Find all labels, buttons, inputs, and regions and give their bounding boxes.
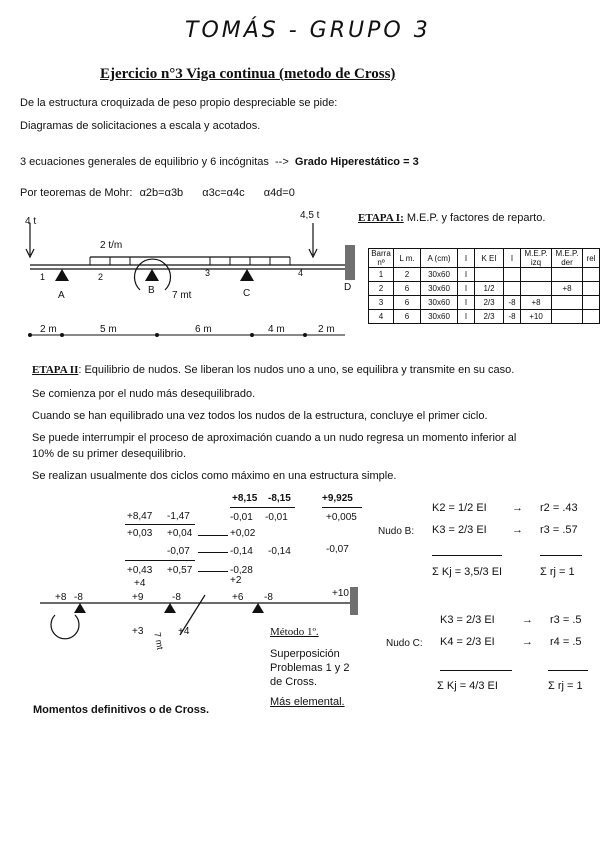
cell bbox=[583, 310, 600, 324]
cell bbox=[521, 268, 552, 282]
etapa2-line-4: Se puede interrumpir el proceso de aproximación cuando a un nudo regresa un momento inferior al bbox=[32, 432, 517, 444]
support-label-d: D bbox=[344, 282, 352, 293]
equations-text bbox=[20, 156, 419, 168]
b-r1-2: +0,04 bbox=[167, 528, 193, 539]
mohr-eq3: α4d=0 bbox=[263, 187, 295, 199]
cell bbox=[583, 268, 600, 282]
col-mep-izq: M.E.P. izq bbox=[521, 249, 552, 268]
support-C bbox=[240, 269, 254, 281]
cell bbox=[583, 296, 600, 310]
c-top-2: -8,15 bbox=[268, 493, 291, 504]
d-start: +10 bbox=[332, 588, 349, 599]
node-1: 1 bbox=[40, 272, 46, 282]
mohr-label: Por teoremas de Mohr: bbox=[20, 187, 133, 199]
cell: 30x60 bbox=[421, 282, 458, 296]
cell bbox=[583, 282, 600, 296]
d-top: +9,925 bbox=[322, 493, 353, 504]
table-row bbox=[369, 296, 600, 310]
etapa2-line-2: Se comienza por el nudo más desequilibrado. bbox=[32, 388, 256, 400]
b-r2: -0,07 bbox=[167, 546, 190, 557]
nudo-b-arrow-2: → bbox=[512, 524, 523, 536]
extra-2: +4 bbox=[178, 626, 190, 637]
etapa1-desc: M.E.P. y factores de reparto. bbox=[406, 212, 546, 224]
metodo-line-3: de Cross. bbox=[270, 676, 318, 688]
nudo-b-r3: r3 = .57 bbox=[540, 524, 578, 536]
b-start-3: +9 bbox=[132, 592, 144, 603]
load-b-label: 4,5 t bbox=[300, 210, 320, 221]
cell: 2/3 bbox=[475, 310, 504, 324]
etapa2-line-3: Cuando se han equilibrado una vez todos los nudos de la estructura, concluye el primer ciclo. bbox=[32, 410, 488, 422]
support-B-2 bbox=[164, 603, 176, 613]
span-1: 2 m bbox=[40, 324, 57, 335]
support-label-c: C bbox=[243, 288, 251, 299]
nudo-c-r4: r4 = .5 bbox=[550, 636, 582, 648]
cell bbox=[504, 282, 521, 296]
equations-desc: 3 ecuaciones generales de equilibrio y 6 incógnitas bbox=[20, 156, 269, 168]
load-a-label: 4 t bbox=[25, 216, 37, 227]
cell: I bbox=[458, 282, 475, 296]
c-r3-2: -0,14 bbox=[268, 546, 291, 557]
cell bbox=[552, 296, 583, 310]
moment-label: 7 mt bbox=[172, 290, 192, 301]
table-row bbox=[369, 268, 600, 282]
nudo-b-r2: r2 = .43 bbox=[540, 502, 578, 514]
c-r1-2: -0,01 bbox=[265, 512, 288, 523]
cell: +10 bbox=[521, 310, 552, 324]
col-k: K EI bbox=[475, 249, 504, 268]
etapa1-label: ETAPA I: bbox=[358, 212, 404, 224]
nudo-b-label: Nudo B: bbox=[378, 526, 415, 537]
intro-line-1: De la estructura croquizada de peso propio despreciable se pide: bbox=[20, 97, 338, 109]
c-start-2: +6 bbox=[232, 592, 244, 603]
col-rel: rel bbox=[583, 249, 600, 268]
b-tot-2: +0,57 bbox=[167, 565, 193, 576]
c-start-1: +2 bbox=[230, 575, 242, 586]
cell: 6 bbox=[394, 282, 421, 296]
d-r2: -0,07 bbox=[326, 544, 349, 555]
handwritten-header: TOMÁS - GRUPO 3 bbox=[185, 18, 431, 43]
node-2: 2 bbox=[98, 272, 104, 282]
cell: 4 bbox=[369, 310, 394, 324]
nudo-c-arrow-1: → bbox=[522, 614, 533, 626]
cell: 2/3 bbox=[475, 296, 504, 310]
extra-moment: 7 mt bbox=[152, 631, 166, 651]
b-top-1: +8,47 bbox=[127, 511, 153, 522]
b-r1-1: +0,03 bbox=[127, 528, 153, 539]
cell: +8 bbox=[552, 282, 583, 296]
nudo-c-label: Nudo C: bbox=[386, 638, 423, 649]
nudo-b-arrow-1: → bbox=[512, 502, 523, 514]
nudo-b-k2: K2 = 1/2 EI bbox=[432, 502, 487, 514]
col-a: A (cm) bbox=[421, 249, 458, 268]
etapa1-heading bbox=[358, 212, 545, 224]
support-A bbox=[55, 269, 69, 281]
mep-table bbox=[368, 248, 600, 324]
col-barra: Barra nº bbox=[369, 249, 394, 268]
page-title: Ejercicio n°3 Viga continua (metodo de Cross) bbox=[100, 66, 396, 82]
metodo-line-2: Problemas 1 y 2 bbox=[270, 662, 350, 674]
equations-arrow: --> bbox=[275, 156, 289, 168]
etapa2-line-1 bbox=[32, 364, 514, 376]
fixed-support-D bbox=[345, 245, 355, 280]
cell: 6 bbox=[394, 296, 421, 310]
dist-load-label: 2 t/m bbox=[100, 240, 123, 251]
cell: 30x60 bbox=[421, 268, 458, 282]
nudo-c-sum-k: Σ Kj = 4/3 EI bbox=[437, 680, 498, 692]
cell bbox=[504, 268, 521, 282]
etapa2-line-5: 10% de su primer desequilibrio. bbox=[32, 448, 187, 460]
support-A-2 bbox=[74, 603, 86, 613]
mohr-line bbox=[20, 187, 295, 199]
span-3: 6 m bbox=[195, 324, 212, 335]
cell bbox=[475, 268, 504, 282]
cell: 2 bbox=[394, 268, 421, 282]
node-3: 3 bbox=[205, 268, 211, 278]
c-top-1: +8,15 bbox=[232, 493, 258, 504]
table-header-row bbox=[369, 249, 600, 268]
cell: 3 bbox=[369, 296, 394, 310]
mohr-eq1: α2b=α3b bbox=[139, 187, 184, 199]
col-l: L m. bbox=[394, 249, 421, 268]
c-tot: -0,28 bbox=[230, 565, 253, 576]
b-start-4: -8 bbox=[172, 592, 181, 603]
metodo-title: Método 1º. bbox=[270, 626, 319, 638]
cell: -8 bbox=[504, 310, 521, 324]
etapa2-line-6: Se realizan usualmente dos ciclos como máximo en una estructura simple. bbox=[32, 470, 397, 482]
support-label-b: B bbox=[148, 285, 155, 296]
nudo-b-sum-r: Σ rj = 1 bbox=[540, 566, 575, 578]
cell bbox=[552, 310, 583, 324]
col-mep-der: M.E.P. der bbox=[552, 249, 583, 268]
cell: 1 bbox=[369, 268, 394, 282]
col-i2: I bbox=[504, 249, 521, 268]
nudo-c-k3: K3 = 2/3 EI bbox=[440, 614, 495, 626]
cell: 1/2 bbox=[475, 282, 504, 296]
nudo-b-k3: K3 = 2/3 EI bbox=[432, 524, 487, 536]
b-tot-1: +0,43 bbox=[127, 565, 153, 576]
b-start-2: -8 bbox=[74, 592, 83, 603]
extra-1: +3 bbox=[132, 626, 144, 637]
b-start-5: +4 bbox=[134, 578, 146, 589]
c-start-3: -8 bbox=[264, 592, 273, 603]
cell: -8 bbox=[504, 296, 521, 310]
nudo-c-arrow-2: → bbox=[522, 636, 533, 648]
table-row bbox=[369, 310, 600, 324]
etapa2-text-1: : Equilibrio de nudos. Se liberan los nudos uno a uno, se equilibra y transmite en su caso. bbox=[78, 364, 515, 376]
cell: +8 bbox=[521, 296, 552, 310]
span-4: 4 m bbox=[268, 324, 285, 335]
footer-label: Momentos definitivos o de Cross. bbox=[33, 704, 210, 716]
metodo-foot: Más elemental. bbox=[270, 696, 345, 708]
grado-hiperestatico: Grado Hiperestático = 3 bbox=[294, 156, 419, 168]
mohr-eq2: α3c=α4c bbox=[202, 187, 245, 199]
cell: 30x60 bbox=[421, 296, 458, 310]
cell: I bbox=[458, 310, 475, 324]
cell bbox=[521, 282, 552, 296]
span-5: 2 m bbox=[318, 324, 335, 335]
nudo-b-sum-k: Σ Kj = 3,5/3 EI bbox=[432, 566, 503, 578]
support-C-2 bbox=[252, 603, 264, 613]
b-top-2: -1,47 bbox=[167, 511, 190, 522]
cell: I bbox=[458, 268, 475, 282]
support-label-a: A bbox=[58, 290, 65, 301]
cross-beam bbox=[30, 575, 370, 655]
span-2: 5 m bbox=[100, 324, 117, 335]
cell: 30x60 bbox=[421, 310, 458, 324]
cell: I bbox=[458, 296, 475, 310]
d-r1: +0,005 bbox=[326, 512, 357, 523]
c-r2: +0,02 bbox=[230, 528, 256, 539]
c-r1-1: -0,01 bbox=[230, 512, 253, 523]
nudo-c-k4: K4 = 2/3 EI bbox=[440, 636, 495, 648]
etapa2-label: ETAPA II bbox=[32, 364, 79, 376]
cell: 6 bbox=[394, 310, 421, 324]
b-start-1: +8 bbox=[55, 592, 67, 603]
metodo-line-1: Superposición bbox=[270, 648, 340, 660]
nudo-c-r3: r3 = .5 bbox=[550, 614, 582, 626]
node-4: 4 bbox=[298, 268, 304, 278]
c-r3-1: -0,14 bbox=[230, 546, 253, 557]
cell bbox=[552, 268, 583, 282]
support-B bbox=[145, 269, 159, 281]
col-i: I bbox=[458, 249, 475, 268]
nudo-c-sum-r: Σ rj = 1 bbox=[548, 680, 583, 692]
cell: 2 bbox=[369, 282, 394, 296]
fixed-D-2 bbox=[350, 587, 358, 615]
intro-line-2: Diagramas de solicitaciones a escala y acotados. bbox=[20, 120, 261, 132]
table-row bbox=[369, 282, 600, 296]
